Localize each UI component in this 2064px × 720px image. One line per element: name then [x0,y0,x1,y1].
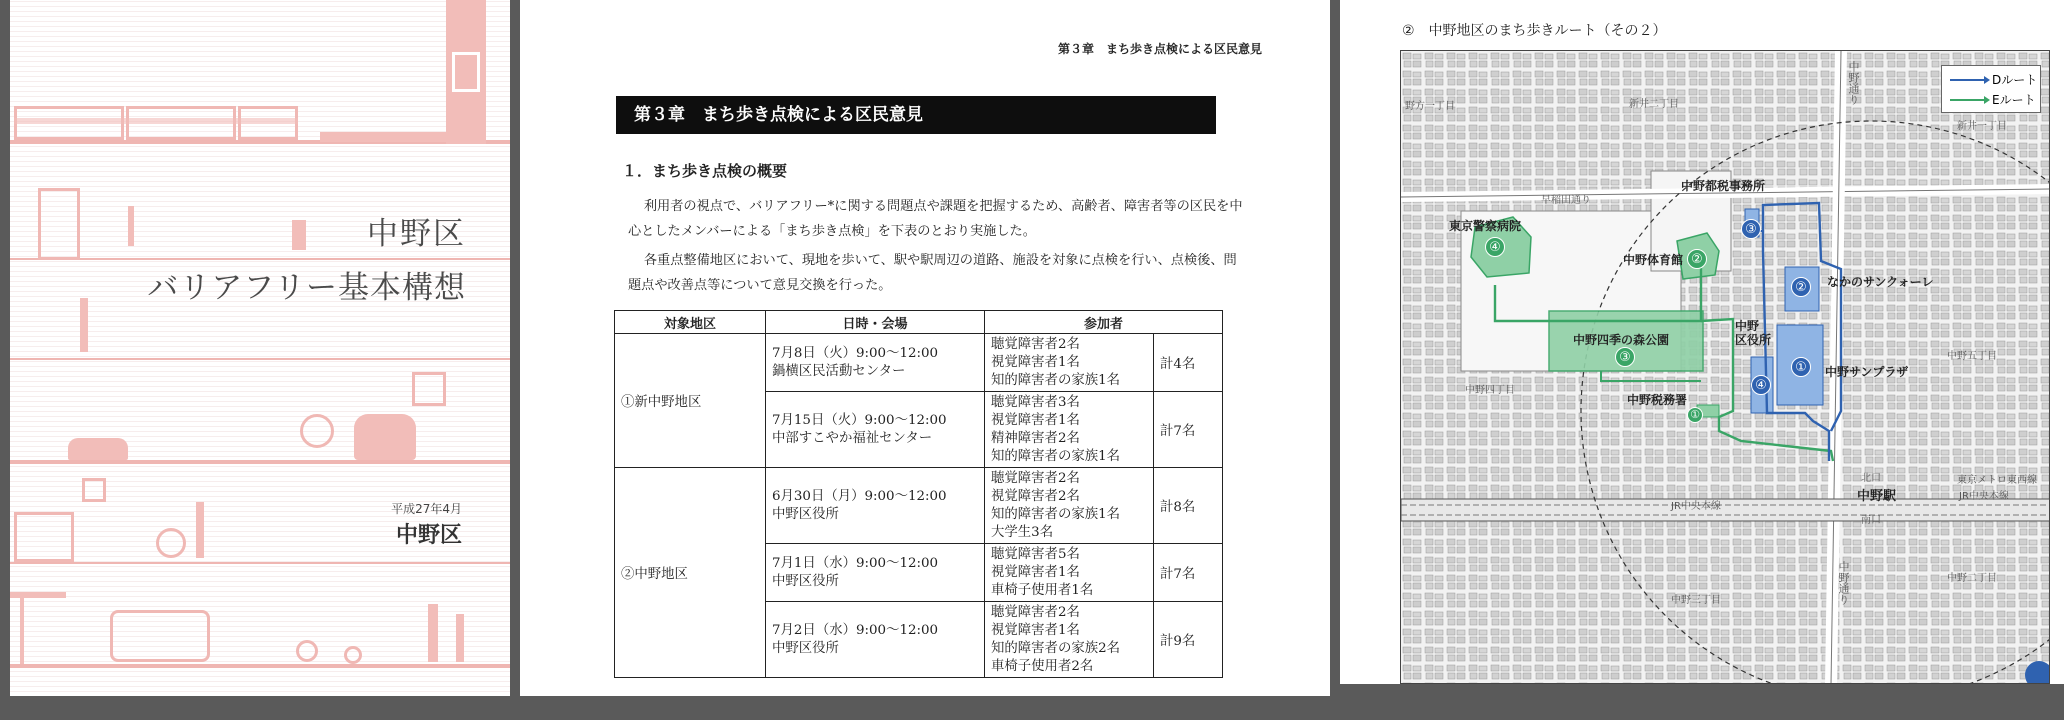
participants-cell [985,602,1154,678]
house-icon [14,512,74,562]
label-sunplaza: 中野サンプラザ [1825,365,1909,379]
participants-cell [985,392,1154,468]
person-icon [196,502,204,558]
label-jr-line: JR中央本線 [1671,501,1721,512]
legend-label: Eルート [1992,93,2036,107]
cover-page [10,0,510,696]
participant-entry: 視覚障害者1名 [991,354,1080,370]
participant-total-cell: 計4名 [1154,334,1223,392]
district-cell: ①新中野地区 [615,334,766,468]
paragraph: 各重点整備地区において、現地を歩いて、駅や駅周辺の道路、施設を対象に点検を行い、点検後、問題点や改善点等について意見交換を行った。 [628,253,1237,293]
cover-organization: 中野区 [395,523,462,548]
car-icon [354,414,416,460]
route-map [1400,50,2050,684]
session-venue: 鍋横区民活動センター [772,363,906,379]
participant-entry: 車椅子使用者2名 [991,658,1094,674]
door-icon [38,188,80,260]
participant-entry: 聴覚障害者2名 [991,470,1080,486]
district-cell: ②中野地区 [615,468,766,678]
cover-date: 平成27年4月 [391,502,462,516]
table-body [615,334,1223,678]
date-venue-cell [766,602,985,678]
participant-entry: 知的障害者の家族1名 [991,448,1121,464]
label-waseda-street: 早稲田通り [1541,195,1591,206]
train-window-icon [14,118,298,124]
map-title: ② 中野地区のまち歩きルート（その２） [1402,23,1667,39]
participant-entry: 車椅子使用者1名 [991,582,1094,598]
cover-divider [10,562,510,564]
bicycle-icon [296,640,318,662]
bicycle-icon [344,646,362,664]
label-sunquare: なかのサンクォーレ [1827,275,1934,289]
table-row [615,468,1223,544]
label-nakano-station: 中野駅 [1857,489,1897,504]
map-page [1340,0,2064,684]
participant-total-cell: 計7名 [1154,544,1223,602]
legend-item-e-route [1942,89,2040,109]
railway [1401,499,2050,521]
label-metro-line: 東京メトロ東西線 [1957,475,2037,486]
participant-entry: 知的障害者の家族2名 [991,640,1121,656]
legend-item-d-route [1942,69,2040,89]
session-venue: 中野区役所 [772,640,839,656]
person-icon [292,220,306,250]
label-gym: 中野体育館 [1623,253,1684,267]
d-route-stop-marker: ② [1791,277,1811,297]
e-route-swatch [1950,99,1988,101]
label-police-hospital: 東京警察病院 [1449,219,1522,233]
document-page [520,0,1330,696]
sign-icon [82,478,106,502]
accessible-parking-sign-icon [412,372,446,406]
column-header: 対象地区 [615,311,766,334]
participant-total-cell: 計7名 [1154,392,1223,468]
wheelchair-icon [300,414,334,448]
label-nakano-street: 中野通り [1847,61,1860,105]
participant-entry: 聴覚障害者2名 [991,336,1080,352]
cover-divider [10,460,510,464]
session-venue: 中野区役所 [772,506,839,522]
elevator-door-icon [452,52,480,92]
date-venue-cell [766,392,985,468]
table-row [615,334,1223,392]
label-park: 中野四季の森公園 [1573,333,1670,347]
d-route-swatch [1950,79,1988,81]
family-walking-icon [428,604,438,662]
participant-entry: 視覚障害者1名 [991,622,1080,638]
label-ward-office: 中野 区役所 [1735,319,1772,347]
session-date: 6月30日（月）9:00〜12:00 [772,488,947,504]
participant-entry: 視覚障害者2名 [991,488,1080,504]
label-metro-tax-office: 中野都税事務所 [1681,179,1766,193]
d-route-stop-marker: ③ [1741,219,1761,239]
label-area: 新井二丁目 [1629,99,1679,110]
label-tax-office: 中野税務署 [1627,393,1688,407]
bus-stop-pole-icon [20,598,24,664]
date-venue-cell [766,468,985,544]
cover-divider [10,258,510,260]
session-date: 7月2日（水）9:00〜12:00 [772,622,939,638]
taxi-icon [68,438,128,460]
participant-entry: 精神障害者2名 [991,430,1080,446]
map-legend [1941,65,2041,113]
paragraph: 利用者の視点で、バリアフリー*に関する問題点や課題を把握するため、高齢者、障害者等の区民を中心としたメンバーによる「まち歩き点検」を下表のとおり実施した。 [628,199,1243,239]
participant-entry: 視覚障害者1名 [991,564,1080,580]
legend-label: Dルート [1992,73,2038,87]
label-area: 中野二丁目 [1947,573,1997,584]
label-area: 中野四丁目 [1465,385,1515,396]
inspection-schedule-table [614,310,1223,678]
e-route-stop-marker: ② [1687,249,1707,269]
participant-entry: 聴覚障害者5名 [991,546,1080,562]
participant-total-cell: 計8名 [1154,468,1223,544]
stroller-icon [156,528,186,558]
label-area: 中野三丁目 [1671,595,1721,606]
running-header: 第３章 まち歩き点検による区民意見 [1057,42,1262,56]
cover-divider [10,664,510,668]
label-area: 新井一丁目 [1957,121,2007,132]
participants-cell [985,334,1154,392]
participant-entry: 知的障害者の家族1名 [991,372,1121,388]
label-jr-line-right: JR中央本線 [1959,491,2009,502]
session-date: 7月15日（火）9:00〜12:00 [772,412,947,428]
platform-icon [320,132,446,142]
family-walking-icon [456,614,464,662]
bus-icon [110,610,210,662]
participant-entry: 聴覚障害者3名 [991,394,1080,410]
column-header: 日時・会場 [766,311,985,334]
chapter-title: 第３章 まち歩き点検による区民意見 [616,96,1216,134]
d-route-stop-marker: ① [1791,357,1811,377]
participant-entry: 視覚障害者1名 [991,412,1080,428]
date-venue-cell [766,544,985,602]
e-route-stop-marker: ① [1687,407,1703,423]
e-route-stop-marker: ④ [1485,237,1505,257]
participants-cell [985,544,1154,602]
person-with-cane-icon [80,298,88,352]
participant-entry: 知的障害者の家族1名 [991,506,1121,522]
label-area: 野方一丁目 [1405,101,1455,112]
date-venue-cell [766,334,985,392]
label-north-exit: 北口 [1861,473,1881,484]
e-route-stop-marker: ③ [1615,347,1635,367]
participant-total-cell: 計9名 [1154,602,1223,678]
map-drawing [1401,51,2050,684]
person-with-guide-dog-icon [128,206,134,246]
participant-entry: 大学生3名 [991,524,1054,540]
label-area: 中野五丁目 [1947,351,1997,362]
label-south-exit: 南口 [1861,515,1881,526]
cover-title-ward: 中野区 [367,216,466,252]
d-route-stop-marker: ④ [1751,375,1771,395]
bus-stop-icon [10,592,66,598]
table-header-row [615,311,1223,334]
cover-title-plan: バリアフリー基本構想 [147,270,466,306]
cover-divider [10,358,510,360]
session-date: 7月8日（火）9:00〜12:00 [772,345,939,361]
section-title: １．まち歩き点検の概要 [622,162,788,180]
session-venue: 中野区役所 [772,573,839,589]
participant-entry: 聴覚障害者2名 [991,604,1080,620]
label-nakano-street-south: 中野通り [1837,561,1850,605]
session-venue: 中部すこやか福祉センター [772,430,933,446]
column-header: 参加者 [985,311,1223,334]
participants-cell [985,468,1154,544]
session-date: 7月1日（水）9:00〜12:00 [772,555,939,571]
